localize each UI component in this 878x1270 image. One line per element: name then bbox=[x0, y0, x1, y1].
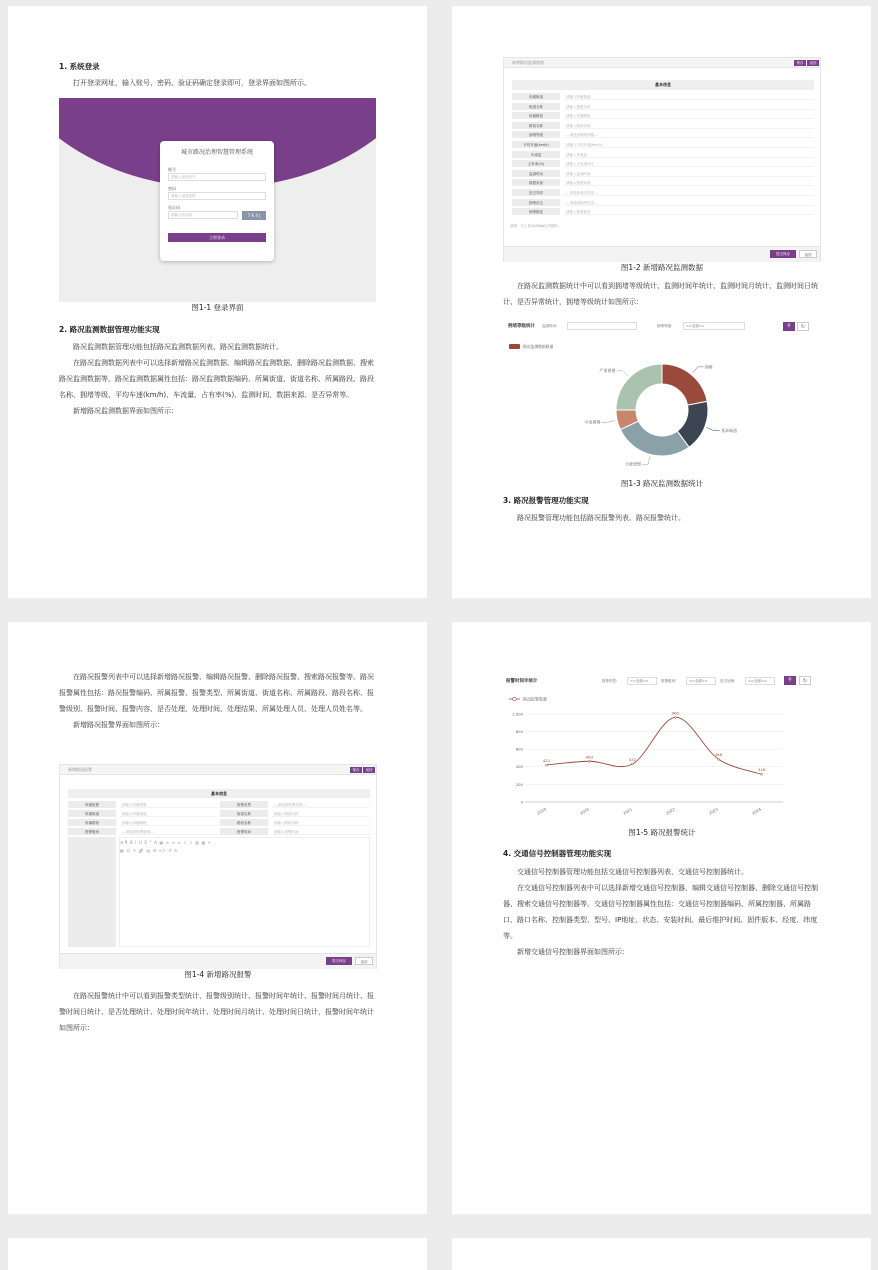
field-input[interactable]: ---请选择报警级别--- bbox=[120, 828, 218, 835]
field-label: 平均车速(km/h) bbox=[512, 141, 560, 148]
rich-text-editor[interactable] bbox=[119, 837, 370, 947]
field-input[interactable]: 请输入街道名称 bbox=[564, 103, 814, 110]
slice-leader-line bbox=[642, 456, 650, 464]
form-row bbox=[512, 151, 814, 159]
slice-label: 基本畅通 bbox=[721, 428, 738, 434]
field-label: 报警时间 bbox=[220, 828, 268, 835]
filter-handled-select[interactable]: ==全部== bbox=[745, 677, 775, 685]
login-card bbox=[160, 141, 274, 261]
field-label: 街道名称 bbox=[512, 103, 560, 110]
form-row bbox=[68, 828, 218, 836]
form-row bbox=[512, 189, 814, 197]
paragraph: 路况监测数据管理功能包括路况监测数据列表、路况监测数据统计。 在路况监测数据列表中可以选择新增路况监测数据、编辑路况监测数据、删除路况监测数据、搜索路况监测数据等。路况监测数据属性包括：路况监测数据编码、所属街道、街道名称、所属路段、路段名称、拥堵等级、平均车速(km/h)、车流量、占有率(%)、监测时间、数据来源、是否异常等。 新增路况监测数据界面如图所示： bbox=[59, 343, 374, 415]
field-input[interactable]: 请输入占有率(%) bbox=[564, 160, 814, 167]
filter-time-input[interactable] bbox=[567, 322, 637, 330]
account-input[interactable]: 请输入登录账号 bbox=[168, 173, 266, 181]
field-input[interactable]: ---请选择报警类型--- bbox=[272, 801, 370, 808]
password-label: 密码 bbox=[168, 186, 176, 191]
slice-label: 中度拥堵 bbox=[584, 419, 601, 425]
data-point bbox=[718, 758, 720, 760]
field-label: 所属街道 bbox=[512, 93, 560, 100]
editor-toolbar-2[interactable]: ▦ ☺ ✎ 🔗 ▤ ☰ <> ↺ ↻ bbox=[120, 848, 178, 853]
field-input[interactable]: 请输入报警时间 bbox=[272, 828, 370, 835]
alarm-form-screenshot bbox=[59, 764, 377, 969]
login-screenshot bbox=[59, 98, 376, 302]
field-input[interactable]: 请输入平均车速(km/h) bbox=[564, 141, 814, 148]
form-row bbox=[220, 801, 370, 809]
field-input[interactable]: 请输入所属路段 bbox=[564, 112, 814, 119]
field-input[interactable]: 请输入监测时间 bbox=[564, 170, 814, 177]
field-label: 拥堵等级 bbox=[512, 131, 560, 138]
document-page-4 bbox=[452, 622, 871, 1214]
data-label: 962 bbox=[671, 710, 680, 716]
back-button[interactable]: 返回 bbox=[799, 250, 817, 258]
filter-level-select[interactable]: ==全部== bbox=[686, 677, 716, 685]
field-input[interactable]: 请输入路段名称 bbox=[564, 122, 814, 129]
chart-title: 报警时间年统计 bbox=[506, 679, 538, 684]
field-input[interactable]: 请输入所属路段 bbox=[120, 819, 218, 826]
field-label: 报警类型 bbox=[220, 801, 268, 808]
paragraph: 交通信号控制器管理功能包括交通信号控制器列表、交通信号控制器统计。 在交通信号控制器列表中可以选择新增交通信号控制器、编辑交通信号控制器、删除交通信号控制器、搜索交通信号控制器等。交通信号控制器属性包括：交通信号控制器编码、所属控制器、所属路口、路口名称、控制器类型、型号、IP地址、状态、安装时间、最后维护时间、固件版本、经度、纬度等。 新增交通信号控制器界面如图所示： bbox=[503, 868, 818, 956]
data-label: 432 bbox=[628, 756, 637, 762]
form-row bbox=[512, 93, 814, 101]
field-label: 所属街道 bbox=[68, 810, 116, 817]
field-input[interactable]: ---请选择拥堵状态--- bbox=[564, 199, 814, 206]
y-tick-label: 0 bbox=[520, 799, 523, 805]
figure-caption: 图1-3 路况监测数据统计 bbox=[620, 479, 704, 488]
form-row bbox=[512, 122, 814, 130]
y-tick-label: 800 bbox=[515, 729, 523, 734]
y-tick-label: 400 bbox=[515, 764, 523, 770]
field-label: 路段名称 bbox=[512, 122, 560, 129]
paragraph: 在路况监测数据统计中可以看到拥堵等级统计、监测时间年统计、监测时间月统计、监测时间日统计、是否异常统计，拥堵等级统计如图所示： bbox=[503, 282, 818, 306]
donut-slice bbox=[620, 421, 689, 456]
y-tick-label: 1,000 bbox=[512, 711, 523, 717]
filter-type-label: 报警类型: bbox=[602, 679, 618, 683]
figure-caption: 图1-1 登录界面 bbox=[191, 303, 244, 312]
heading-login: 1. 系统登录 bbox=[59, 62, 100, 71]
form-row bbox=[68, 819, 218, 827]
submit-button[interactable]: 提交保存 bbox=[770, 250, 796, 258]
field-input[interactable]: 请输入车流量 bbox=[564, 151, 814, 158]
breadcrumb: 新增路况监测数据 bbox=[504, 58, 820, 68]
field-input[interactable]: ---请选择拥堵等级--- bbox=[564, 131, 814, 138]
x-tick-label: 2021 bbox=[622, 806, 633, 816]
y-tick-label: 200 bbox=[515, 781, 523, 787]
form-row bbox=[68, 801, 218, 809]
save-top-button[interactable]: 保存 bbox=[350, 767, 362, 773]
data-label: 421 bbox=[542, 757, 551, 763]
slice-label: 严重拥堵 bbox=[599, 367, 616, 373]
field-input[interactable]: 请输入所属街道 bbox=[564, 93, 814, 100]
field-label: 路段名称 bbox=[220, 819, 268, 826]
congestion-stat-chart bbox=[503, 318, 821, 478]
form-row bbox=[512, 179, 814, 187]
field-label: 拥堵状态 bbox=[512, 199, 560, 206]
field-label: 所属路段 bbox=[68, 819, 116, 826]
data-label: 463 bbox=[585, 754, 594, 760]
heading-signal: 4. 交通信号控制器管理功能实现 bbox=[503, 849, 612, 858]
form-row bbox=[220, 819, 370, 827]
x-tick-label: 2020 bbox=[579, 806, 590, 816]
form-row bbox=[512, 103, 814, 111]
filter-level-label: 报警级别: bbox=[661, 679, 677, 683]
field-label: 所属报警 bbox=[68, 801, 116, 808]
slice-leader-line bbox=[601, 420, 615, 422]
refresh-icon[interactable]: ↻ bbox=[799, 676, 811, 685]
paragraph: 在路况报警统计中可以看到报警类型统计、报警级别统计、报警时间年统计、报警时间月统计、报警时间日统计、是否处理统计、处理时间年统计、处理时间月统计、处理时间日统计，报警时间年统计如图所示： bbox=[59, 992, 374, 1032]
form-row bbox=[512, 199, 814, 207]
field-label: 监测时间 bbox=[512, 170, 560, 177]
refresh-icon[interactable]: ↻ bbox=[797, 322, 809, 331]
document-page-3 bbox=[8, 622, 427, 1214]
slice-leader-line bbox=[707, 428, 720, 431]
login-title: 城市路况治理智慧管理系统 bbox=[180, 149, 253, 156]
breadcrumb: 新增路况报警 bbox=[60, 765, 376, 775]
figure-caption: 图1-5 路况报警统计 bbox=[628, 828, 696, 837]
filter-time-label: 监测时间: bbox=[542, 324, 558, 328]
document-page-2 bbox=[452, 6, 871, 598]
document-page-5 bbox=[8, 1238, 427, 1270]
section-basic-info: 基本信息 bbox=[68, 789, 370, 798]
back-top-button[interactable]: 返回 bbox=[363, 767, 375, 773]
content-label-bg bbox=[68, 837, 116, 947]
search-icon[interactable]: ⚲ bbox=[784, 676, 796, 685]
editor-toolbar[interactable]: ☰ ¶ B I U S “ A ▦ ≡ ≡ ≡ ⇧ ⇩ ▧ ▦ ↵ bbox=[120, 840, 212, 845]
form-row bbox=[220, 810, 370, 818]
captcha-input[interactable]: 请输入验证码 bbox=[168, 211, 238, 219]
monitoring-form-screenshot bbox=[503, 57, 821, 262]
field-input[interactable]: 请输入所属街道 bbox=[120, 810, 218, 817]
section-basic-info: 基本信息 bbox=[512, 80, 814, 90]
search-icon[interactable]: ⚲ bbox=[783, 322, 795, 331]
field-label: 拥堵描述 bbox=[512, 208, 560, 215]
figure-caption: 图1-4 新增路况报警 bbox=[184, 970, 252, 979]
back-top-button[interactable]: 返回 bbox=[807, 60, 819, 66]
series-line bbox=[547, 717, 762, 774]
field-label: 是否异常 bbox=[512, 189, 560, 196]
form-row bbox=[512, 170, 814, 178]
field-input[interactable]: 请输入数据来源 bbox=[564, 179, 814, 186]
password-input[interactable]: 请输入登录密码 bbox=[168, 192, 266, 200]
save-top-button[interactable]: 保存 bbox=[794, 60, 806, 66]
form-row bbox=[512, 112, 814, 120]
form-row bbox=[68, 810, 218, 818]
slice-leader-line bbox=[616, 370, 628, 376]
data-label: 316 bbox=[757, 767, 766, 773]
heading-monitoring: 2. 路况监测数据管理功能实现 bbox=[59, 325, 160, 334]
x-tick-label: 2019 bbox=[536, 806, 547, 816]
login-button[interactable]: 立即登录 bbox=[168, 233, 266, 242]
filter-level-label: 拥堵等级: bbox=[657, 324, 673, 328]
y-tick-label: 600 bbox=[515, 746, 523, 752]
slice-leader-line bbox=[693, 367, 704, 373]
back-button[interactable]: 返回 bbox=[355, 957, 373, 965]
paragraph: 路况报警管理功能包括路况报警列表、路况报警统计。 bbox=[517, 514, 685, 522]
slice-label: 行驶缓慢 bbox=[625, 461, 642, 467]
x-tick-label: 2024 bbox=[751, 806, 762, 816]
field-label: 街道名称 bbox=[220, 810, 268, 817]
x-tick-label: 2023 bbox=[708, 806, 719, 816]
paragraph: 打开登录网址，输入账号、密码、验证码确定登录即可，登录界面如图所示。 bbox=[73, 79, 311, 87]
data-point bbox=[761, 773, 763, 775]
filter-type-select[interactable]: ==全部== bbox=[627, 677, 657, 685]
data-point bbox=[546, 764, 548, 766]
data-label: 486 bbox=[714, 752, 723, 758]
data-point bbox=[632, 763, 634, 765]
form-row bbox=[512, 131, 814, 139]
document-page-6 bbox=[452, 1238, 871, 1270]
form-row bbox=[220, 828, 370, 836]
paragraph: 在路况报警列表中可以选择新增路况报警、编辑路况报警、删除路况报警、搜索路况报警等。路况报警属性包括：路况报警编码、所属报警、报警类型、所属街道、街道名称、所属路段、路段名称、报警级别、报警时间、报警内容、是否处理、处理时间、处理结果、所属处理人员、处理人员姓名等。 新增路况报警界面如图所示： bbox=[59, 673, 374, 729]
filter-level-select[interactable]: ==全部== bbox=[683, 322, 745, 330]
slice-label: 拥堵 bbox=[704, 364, 713, 370]
alarm-year-chart bbox=[503, 672, 821, 824]
figure-caption: 图1-2 新增路况监测数据 bbox=[620, 263, 704, 272]
field-input[interactable]: ---请选择是否异常--- bbox=[564, 189, 814, 196]
field-label: 报警级别 bbox=[68, 828, 116, 835]
submit-button[interactable]: 提交保存 bbox=[326, 957, 352, 965]
chart-title: 拥堵等级统计 bbox=[508, 324, 535, 329]
donut-slice bbox=[662, 364, 707, 405]
donut-chart bbox=[503, 348, 821, 478]
field-label: 所属路段 bbox=[512, 112, 560, 119]
captcha-label: 验证码 bbox=[168, 205, 180, 210]
data-point bbox=[675, 716, 677, 718]
field-label: 占有率(%) bbox=[512, 160, 560, 167]
line-chart bbox=[503, 690, 821, 824]
field-input[interactable]: 请输入所属报警 bbox=[120, 801, 218, 808]
heading-alarm: 3. 路况报警管理功能实现 bbox=[503, 496, 589, 505]
form-row bbox=[512, 208, 814, 216]
upload-note: 说明：可上传1000kb以内图片。 bbox=[510, 224, 562, 228]
field-input[interactable]: 请输入街道名称 bbox=[272, 810, 370, 817]
legend-marker bbox=[513, 697, 517, 701]
data-point bbox=[589, 760, 591, 762]
field-input[interactable]: 请输入拥堵描述 bbox=[564, 208, 814, 215]
field-label: 车流量 bbox=[512, 151, 560, 158]
form-row bbox=[512, 160, 814, 168]
x-tick-label: 2022 bbox=[665, 806, 676, 816]
field-label: 数据来源 bbox=[512, 179, 560, 186]
document-page-1 bbox=[8, 6, 427, 598]
captcha-image[interactable]: 7 K 4 J bbox=[242, 211, 266, 220]
filter-handled-label: 是否处理: bbox=[720, 679, 736, 683]
field-input[interactable]: 请输入路段名称 bbox=[272, 819, 370, 826]
legend-label: 路况监测数据数量 bbox=[523, 344, 554, 349]
account-label: 账号 bbox=[168, 167, 176, 172]
legend-label: 路况报警数量 bbox=[523, 696, 547, 702]
form-row bbox=[512, 141, 814, 149]
